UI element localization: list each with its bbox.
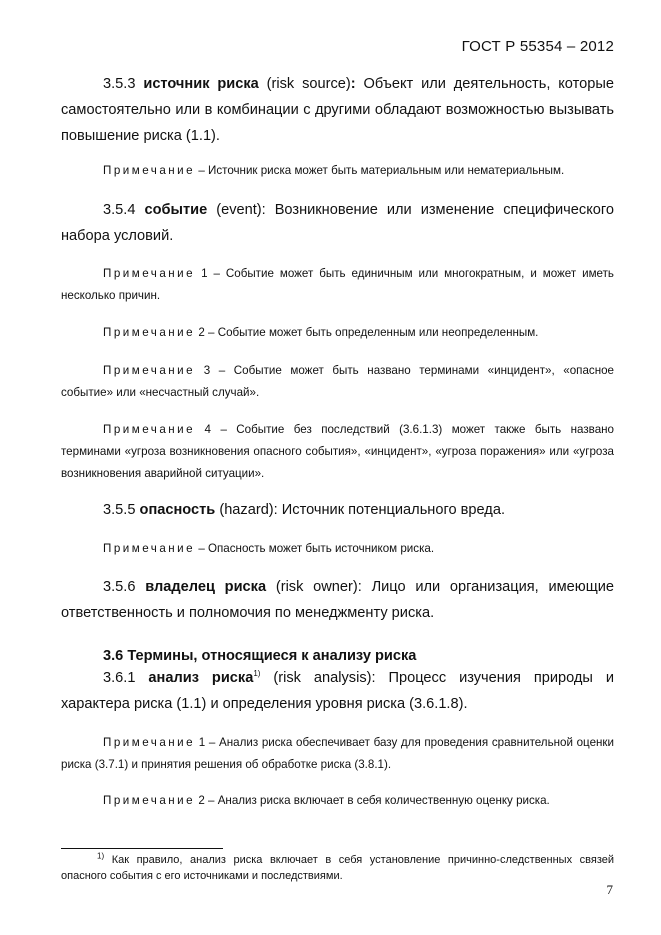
footnote-ref: 1) xyxy=(253,669,261,679)
term-english: (risk source) xyxy=(266,76,351,92)
footnote-marker: 1) xyxy=(97,851,105,861)
term-3-5-6 xyxy=(61,574,614,626)
term-definition: Возникновение или изменение специфического набора условий. xyxy=(61,202,614,244)
term-3-5-5 xyxy=(61,497,614,523)
document-header: ГОСТ Р 55354 – 2012 xyxy=(461,38,614,55)
term-english: (hazard): xyxy=(219,502,278,518)
note-text: – Событие может быть единичным или многократным, и может иметь несколько причин. xyxy=(61,267,614,302)
page-number: 7 xyxy=(606,882,613,897)
term-name: владелец риска xyxy=(145,579,267,595)
note-label: Примечание xyxy=(103,736,196,749)
footnote xyxy=(61,852,614,884)
term-name: анализ риска xyxy=(148,670,254,686)
note-text: – Событие может быть названо терминами «инцидент», «опасное событие» или «несчастный случай». xyxy=(61,364,614,399)
note-label: Примечание xyxy=(103,423,196,436)
note-label: Примечание xyxy=(103,364,196,377)
note-text: – Анализ риска обеспечивает базу для проведения сравнительной оценки риска (3.7.1) и принятия решения об обработке риска (3.8.1). xyxy=(61,736,614,771)
note-text: – Событие может быть определенным или неопределенным. xyxy=(208,326,539,339)
note-3-5-3 xyxy=(61,160,614,182)
note-label: Примечание xyxy=(103,326,196,339)
note-3-6-1-1 xyxy=(61,732,614,776)
note-text: – Анализ риска включает в себя количественную оценку риска. xyxy=(208,794,550,807)
note-3-5-4-3 xyxy=(61,360,614,404)
term-name: событие xyxy=(144,202,208,218)
term-english: (risk analysis): xyxy=(273,670,376,686)
term-english: (event): xyxy=(216,202,266,218)
term-3-5-3 xyxy=(61,71,614,149)
term-definition: Источник потенциального вреда. xyxy=(281,502,505,518)
term-number: 3.5.3 xyxy=(103,76,136,92)
footnote-text: Как правило, анализ риска включает в себя установление причинно-следственных связей опасного события с его источниками и последствиями. xyxy=(61,854,614,882)
note-label: Примечание xyxy=(103,794,196,807)
term-definition: Лицо или организация, имеющие ответственность и полномочия по менеджменту риска. xyxy=(61,579,614,621)
note-3-5-4-2 xyxy=(61,322,614,344)
note-label: Примечание xyxy=(103,164,196,177)
note-number: 1 xyxy=(198,736,206,749)
term-3-6-1 xyxy=(61,665,614,717)
note-text: – Событие без последствий (3.6.1.3) может также быть названо терминами «угроза возникновения опасного события», «инцидент», «угроза поражения» или «угроза возникновения аварийной ситуации». xyxy=(61,423,614,480)
term-number: 3.5.6 xyxy=(103,579,136,595)
note-label: Примечание xyxy=(103,542,196,555)
note-label: Примечание xyxy=(103,267,196,280)
term-number: 3.5.5 xyxy=(103,502,136,518)
note-3-5-4-1 xyxy=(61,263,614,307)
term-definition: Процесс изучения природы и характера риска (1.1) и определения уровня риска (3.6.1.8). xyxy=(61,670,615,712)
note-number: 2 xyxy=(198,794,205,807)
note-text: – Опасность может быть источником риска. xyxy=(198,542,435,555)
note-3-6-1-2 xyxy=(61,790,614,812)
term-definition: Объект или деятельность, которые самостоятельно или в комбинации с другими обладают возможностью вызывать повышение риска (1.1). xyxy=(61,76,614,144)
term-number: 3.5.4 xyxy=(103,202,136,218)
note-number: 3 xyxy=(203,364,211,377)
note-3-5-5 xyxy=(61,538,614,560)
note-text: – Источник риска может быть материальным или нематериальным. xyxy=(198,164,565,177)
term-name: опасность xyxy=(139,502,216,518)
term-colon: : xyxy=(350,76,356,92)
note-number: 1 xyxy=(201,267,208,280)
section-heading: 3.6 Термины, относящиеся к анализу риска xyxy=(103,648,417,664)
note-number: 2 xyxy=(198,326,205,339)
term-english: (risk owner): xyxy=(275,579,362,595)
footnote-separator xyxy=(61,848,223,849)
note-3-5-4-4 xyxy=(61,419,614,485)
note-number: 4 xyxy=(204,423,211,436)
term-name: источник риска xyxy=(143,76,259,92)
term-number: 3.6.1 xyxy=(103,670,136,686)
term-3-5-4 xyxy=(61,197,614,249)
